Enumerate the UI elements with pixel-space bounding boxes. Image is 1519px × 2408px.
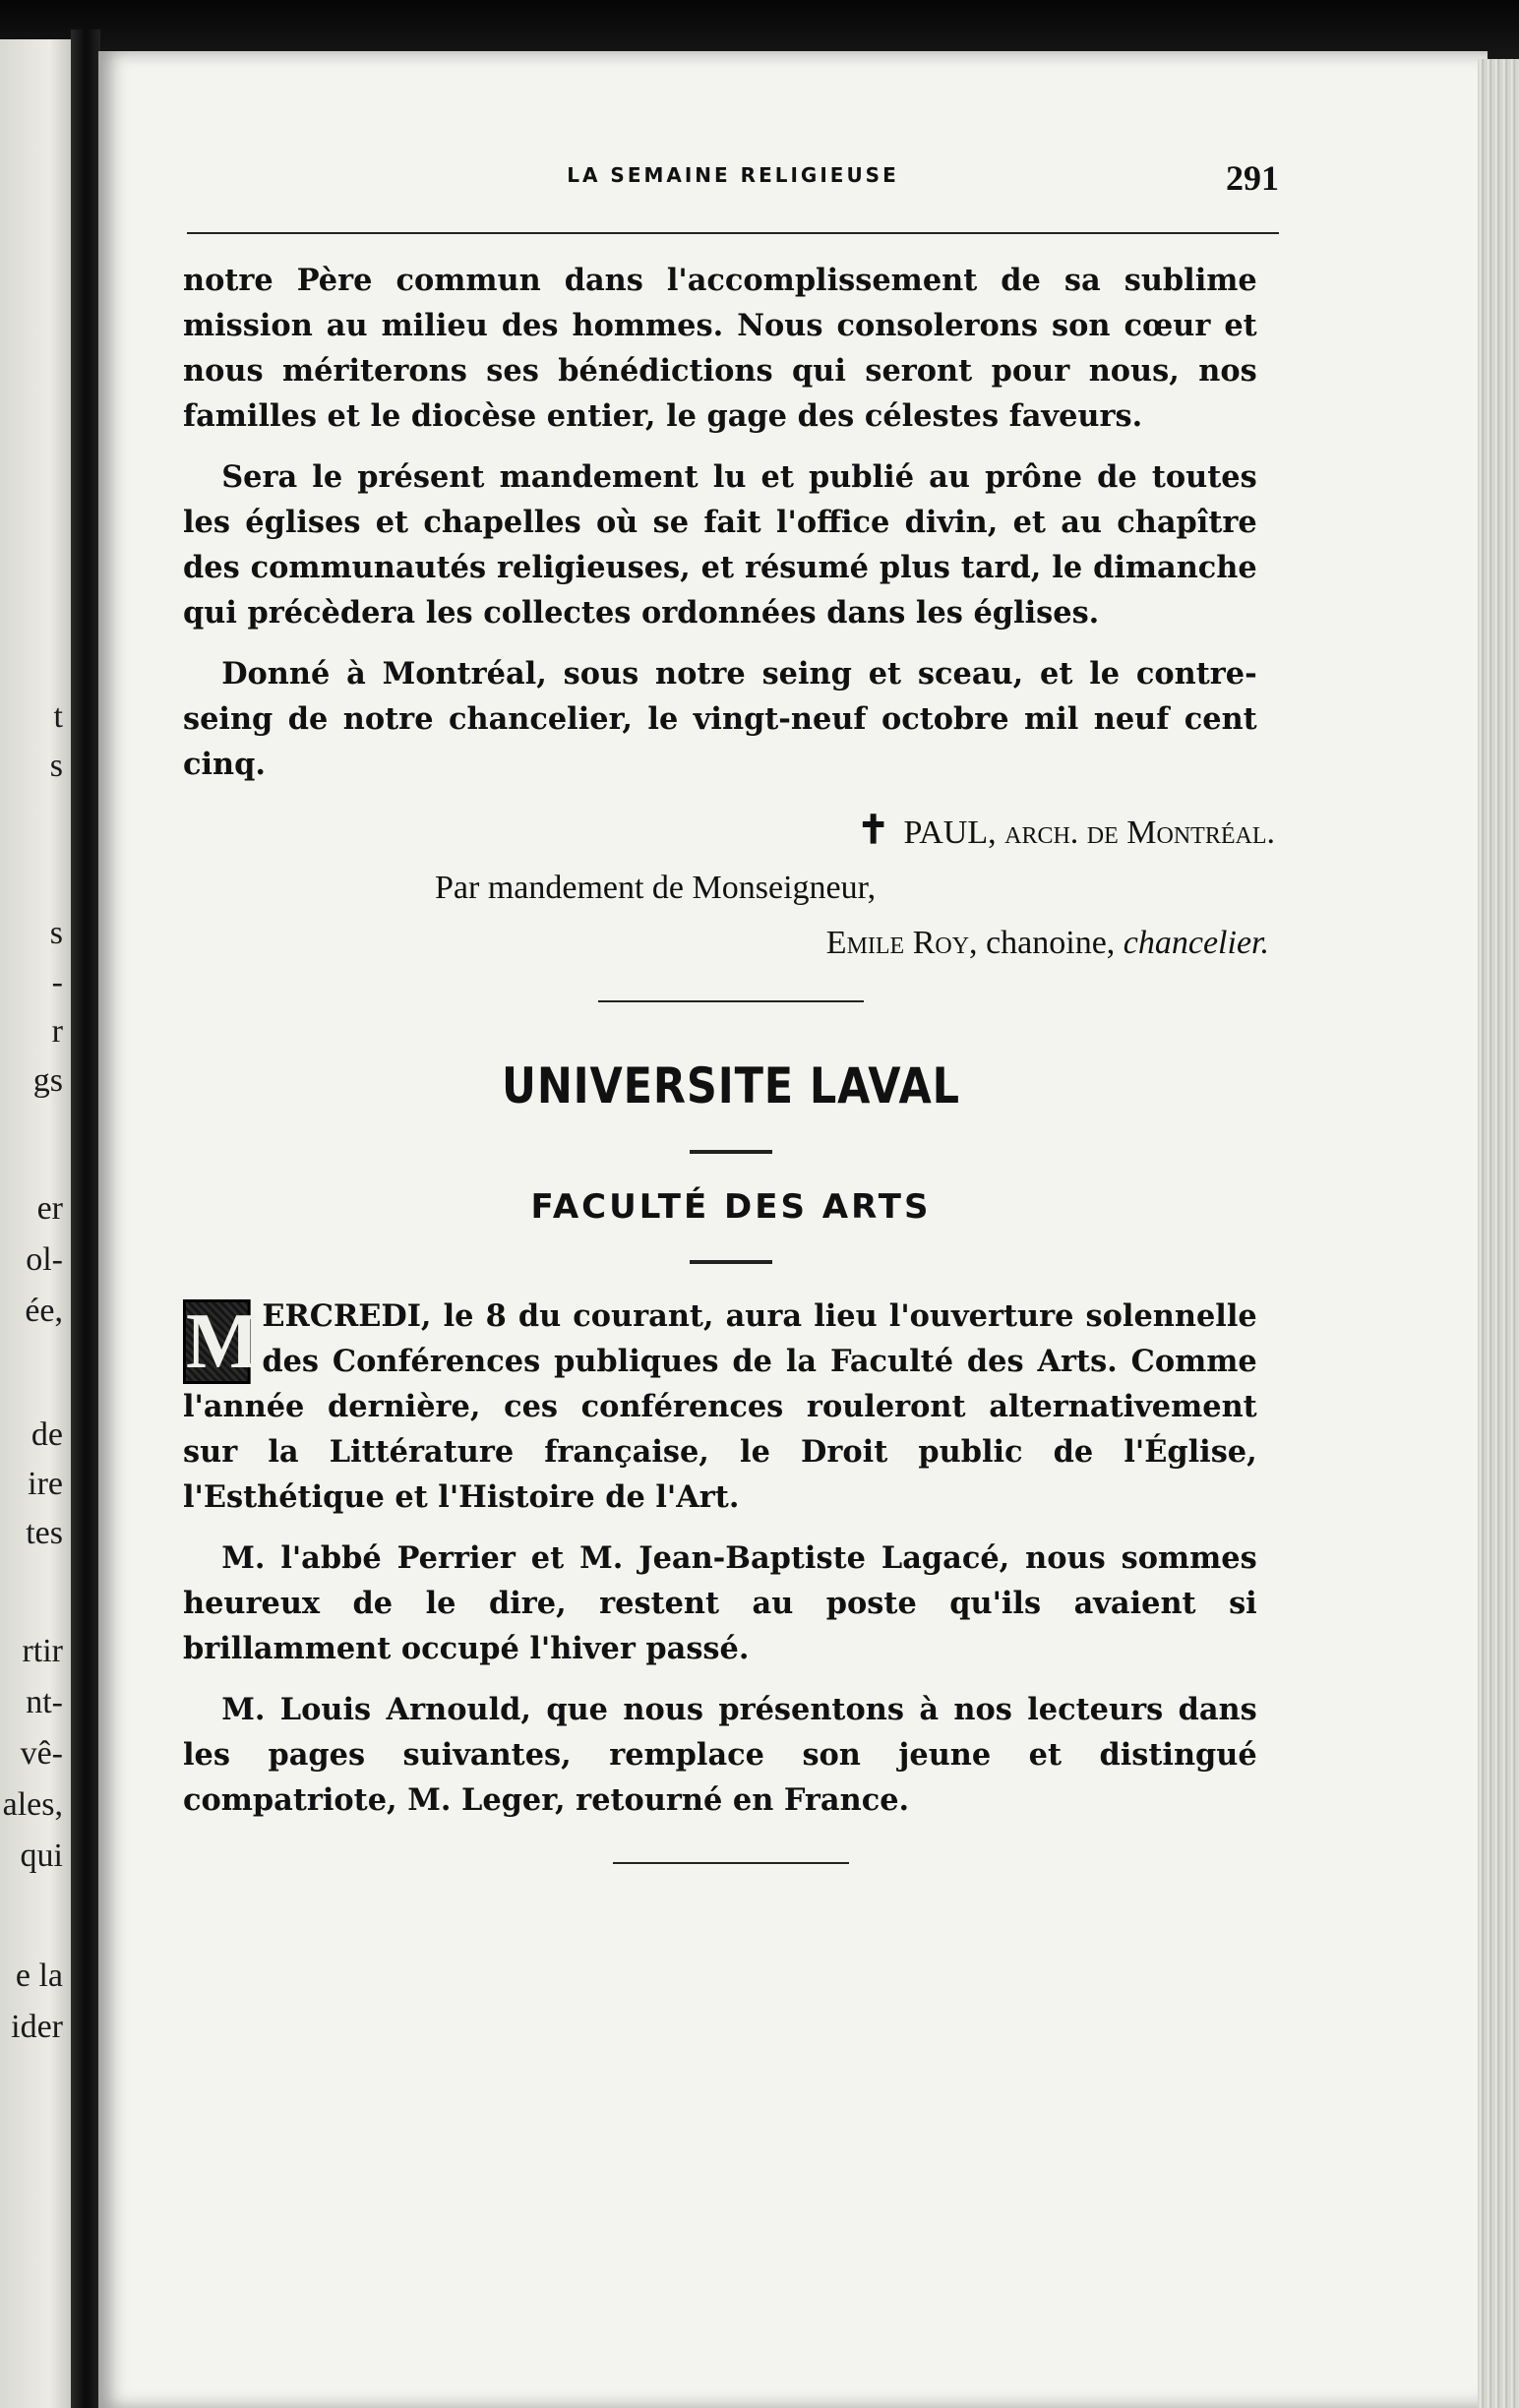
left-page-fragment: rtir xyxy=(22,1633,63,1669)
chancellor-role: chanoine, xyxy=(986,925,1116,961)
left-page-fragment: ol- xyxy=(26,1241,63,1278)
left-page-fragment: vê- xyxy=(20,1735,63,1772)
book-gutter xyxy=(71,30,100,2408)
running-head: LA SEMAINE RELIGIEUSE xyxy=(567,163,899,187)
left-page-fragment: ire xyxy=(28,1466,63,1502)
left-page-fragment: - xyxy=(51,964,63,1000)
end-rule xyxy=(613,1862,849,1864)
chancellor-name: Emile Roy, xyxy=(825,925,978,961)
cross-icon: ✝ xyxy=(856,808,890,852)
subsection-title: FACULTÉ DES ARTS xyxy=(530,1187,932,1227)
archbishop-signature xyxy=(183,803,1279,861)
stacked-page-edges xyxy=(1478,59,1519,2408)
drop-cap: M xyxy=(183,1299,251,1384)
left-page-fragment: ider xyxy=(11,2009,63,2045)
faculty-paragraph-1-text: le 8 du courant, aura lieu l'ouverture solennelle des Conférences publiques de la Faculté des Arts. Comme l'année dernière, ces conférences rouleront alternativement sur la Littérature française, le Droit public de l'Église, l'Esthétique et l'Histoire de l'Art. xyxy=(183,1298,1257,1515)
left-page-fragment: e la xyxy=(15,1957,63,1994)
left-page-fragment: er xyxy=(36,1190,63,1227)
mandement-paragraph-2: Sera le présent mandement lu et publié au prône de toutes les églises et chapelles où se fait l'office divin, et au chapître des communautés religieuses, et résumé plus tard, le dimanche qui précèdera les collectes ordonnées dans les églises. xyxy=(183,459,1257,631)
left-page-fragment: s xyxy=(49,915,63,951)
left-page-fragment: de xyxy=(30,1416,63,1453)
archbishop-name: PAUL, xyxy=(903,814,997,851)
left-page-fragment: r xyxy=(51,1013,63,1050)
left-page-fragment: ée, xyxy=(25,1293,63,1329)
left-page-fragment: s xyxy=(49,748,63,784)
left-page-fragment: nt- xyxy=(26,1684,63,1720)
faculty-paragraph-2: M. l'abbé Perrier et M. Jean-Baptiste Lagacé, nous sommes heureux de le dire, restent au poste qu'ils avaient si brillamment occupé l'hiver passé. xyxy=(183,1540,1257,1666)
mandement-paragraph-3: Donné à Montréal, sous notre seing et sceau, et le contre-seing de notre chancelier, le vingt-neuf octobre mil neuf cent cinq. xyxy=(183,656,1257,782)
page-number: 291 xyxy=(1226,158,1279,198)
subtitle-rule xyxy=(690,1260,772,1264)
lead-word: ERCREDI, xyxy=(262,1298,432,1334)
faculty-paragraph-1 xyxy=(183,1294,1257,1520)
mandement-paragraph-1: notre Père commun dans l'accomplissement de sa sublime mission au milieu des hommes. Nous consolerons son cœur et nous mériterons ses bénédictions qui seront pour nous, nos familles et le diocèse entier, le gage des célestes faveurs. xyxy=(183,263,1257,434)
archbishop-title: arch. de Montréal. xyxy=(1004,814,1275,851)
header-rule xyxy=(187,232,1279,234)
left-page-fragment: t xyxy=(53,698,63,735)
title-rule xyxy=(690,1150,772,1154)
left-page-fragment: tes xyxy=(26,1515,63,1551)
chancellor-title: chancelier. xyxy=(1123,925,1269,961)
by-order-line: Par mandement de Monseigneur, xyxy=(435,870,877,906)
section-title: UNIVERSITE LAVAL xyxy=(502,1057,960,1114)
section-divider xyxy=(598,1000,864,1002)
page-body xyxy=(183,258,1279,1864)
page-header xyxy=(187,157,1279,216)
faculty-paragraph-3: M. Louis Arnould, que nous présentons à nos lecteurs dans les pages suivantes, remplace son jeune et distingué compatriote, M. Leger, retourné en France. xyxy=(183,1692,1257,1818)
chancellor-signature xyxy=(183,916,1279,971)
previous-page-edge xyxy=(0,39,71,2408)
left-page-fragment: qui xyxy=(20,1837,63,1874)
left-page-fragment: gs xyxy=(32,1062,63,1099)
left-page-fragment: ales, xyxy=(2,1786,63,1823)
